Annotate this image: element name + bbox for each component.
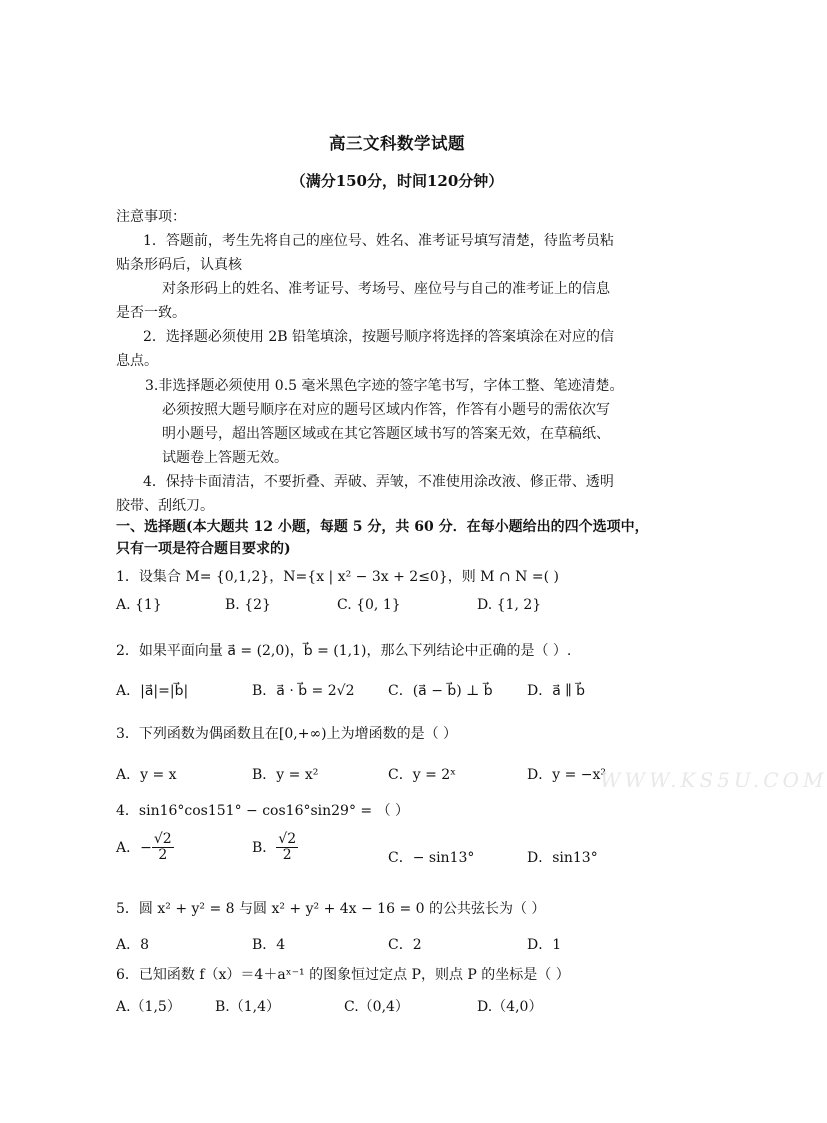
option-b: B．a⃗ · b⃗ = 2√2	[252, 683, 355, 699]
option-c: C.（0,4）	[344, 999, 409, 1015]
notice-line: 贴条形码后，认真核	[116, 257, 242, 273]
option-d: D. {1, 2}	[477, 597, 542, 613]
minus-sign: −	[140, 839, 152, 856]
option-b: B.（1,4）	[215, 999, 281, 1015]
notice-line: 1．答题前，考生先将自己的座位号、姓名、准考证号填写清楚，待监考员粘	[143, 233, 614, 249]
notice-line: 必须按照大题号顺序在对应的题号区域内作答，作答有小题号的需依次写	[162, 402, 610, 418]
question-stem: 3．下列函数为偶函数且在[0,+∞)上为增函数的是（ ）	[116, 726, 458, 742]
notice-line: 3.非选择题必须使用 0.5 毫米黑色字迹的签字笔书写，字体工整、笔迹清楚。	[145, 378, 624, 394]
watermark: WWW.KS5U.COM	[600, 768, 827, 792]
option-b	[252, 832, 298, 864]
question-stem: 2．如果平面向量 a⃗ = (2,0)，b⃗ = (1,1)，那么下列结论中正确的是（ ）.	[116, 643, 572, 659]
option-c: C. {0, 1}	[337, 597, 401, 613]
option-a: A．8	[116, 937, 150, 953]
option-c: C．y = 2ˣ	[388, 767, 457, 783]
question-stem: 6．已知函数 f（x）＝4＋aˣ⁻¹ 的图象恒过定点 P，则点 P 的坐标是（ ）	[116, 967, 570, 983]
notice-line: 胶带、刮纸刀。	[116, 498, 214, 514]
option-b-label: B．	[252, 839, 277, 856]
option-a: A.（1,5）	[116, 999, 181, 1015]
notice-line: 是否一致。	[116, 305, 186, 321]
option-a: A．|a⃗|=|b⃗|	[116, 683, 189, 699]
notice-line: 试题卷上答题无效。	[162, 450, 288, 466]
notice-line: 4．保持卡面清洁，不要折叠、弄破、弄皱，不准使用涂改液、修正带、透明	[143, 474, 614, 490]
option-c: C．(a⃗ − b⃗) ⊥ b⃗	[388, 683, 493, 699]
fraction-denominator: 2	[282, 847, 292, 864]
question-stem: 5．圆 x² + y² = 8 与圆 x² + y² + 4x − 16 = 0 的公共弦长为（ ）	[116, 901, 546, 917]
option-c: C．− sin13°	[388, 850, 475, 866]
notice-heading: 注意事项：	[116, 209, 186, 225]
option-d: D．y = −x²	[527, 767, 607, 783]
option-c: C．2	[388, 937, 422, 953]
notice-line: 2．选择题必须使用 2B 铅笔填涂，按题号顺序将选择的答案填涂在对应的信	[143, 329, 615, 345]
section-heading: 只有一项是符合题目要求的)	[116, 541, 291, 557]
fraction-numerator: √2	[278, 831, 297, 847]
option-d: D．sin13°	[527, 850, 598, 866]
notice-line: 明小题号，超出答题区域或在其它答题区域书写的答案无效，在草稿纸、	[162, 426, 610, 442]
fraction	[276, 832, 298, 864]
option-a: A. {1}	[116, 597, 162, 613]
fraction	[152, 832, 174, 864]
option-a: A．y = x	[116, 767, 177, 783]
section-heading: 一、选择题(本大题共 12 小题，每题 5 分，共 60 分．在每小题给出的四个选项中，	[116, 519, 649, 535]
option-d: D．a⃗ ∥ b⃗	[527, 683, 586, 699]
option-d: D．1	[527, 937, 562, 953]
fraction-numerator: √2	[153, 831, 172, 847]
exam-title: 高三文科数学试题	[329, 134, 465, 153]
notice-line: 息点。	[116, 353, 158, 369]
exam-subtitle: （满分150分，时间120分钟）	[290, 172, 504, 190]
option-a	[116, 832, 174, 864]
option-b: B. {2}	[225, 597, 271, 613]
question-stem: 1．设集合 M= {0,1,2}，N={x | x² − 3x + 2≤0}，则 M ∩ N =( )	[116, 569, 559, 585]
notice-line: 对条形码上的姓名、准考证号、考场号、座位号与自己的准考证上的信息	[162, 281, 610, 297]
option-b: B．4	[252, 937, 286, 953]
question-stem: 4．sin16°cos151° − cos16°sin29° = （ ）	[116, 803, 410, 819]
fraction-denominator: 2	[158, 847, 168, 864]
option-d: D.（4,0）	[477, 999, 543, 1015]
option-b: B．y = x²	[252, 767, 319, 783]
option-a-label: A．	[116, 839, 141, 856]
